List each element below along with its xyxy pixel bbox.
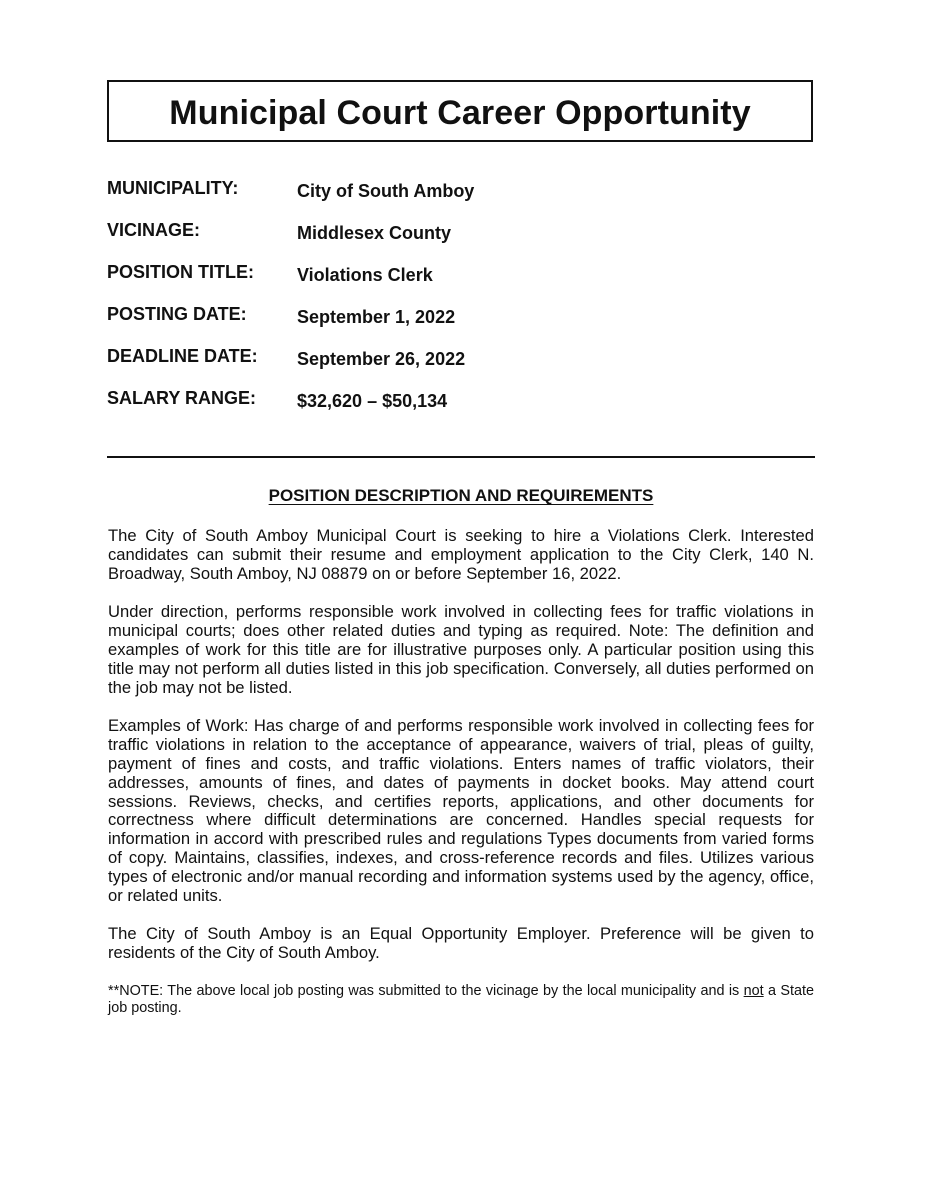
field-municipality [107, 178, 813, 220]
field-posting-date [107, 304, 813, 346]
footnote-emphasis: not [743, 982, 764, 999]
field-value: $32,620 – $50,134 [297, 391, 448, 411]
field-label: DEADLINE DATE: [107, 346, 258, 366]
paragraph-direction: Under direction, performs responsible work involved in collecting fees for traffic violations in municipal courts; does other related duties and typing as required. Note: The definition and examples of work for this title are for illustrative purposes only. A particular position using this title may not perform all duties listed in this job specification. Conversely, all duties performed on the job may not be listed. [108, 602, 814, 697]
field-label: POSTING DATE: [107, 304, 247, 324]
field-label: MUNICIPALITY: [107, 178, 239, 198]
field-value: Violations Clerk [297, 265, 433, 285]
field-label: VICINAGE: [107, 220, 201, 240]
paragraph-examples-of-work: Examples of Work: Has charge of and performs responsible work involved in collecting fees for traffic violations in relation to the acceptance of appearance, waivers of trial, pleas of guilty, payment of fines and costs, and traffic violations. Enters names of traffic violators, their addresses, amounts of fines, and dates of payments in docket books. May attend court sessions. Reviews, checks, and certifies reports, applications, and other documents for correctness where difficult determinations are concerned. Handles special requests for information in accord with prescribed rules and regulations Types documents from varied forms of copy. Maintains, classifies, indexes, and cross-reference records and files. Utilizes various types of electronic and/or manual recording and information systems used by the agency, office, or related units. [108, 716, 814, 905]
description-body [108, 527, 814, 1037]
page-title: Municipal Court Career Opportunity [169, 93, 751, 132]
field-vicinage [107, 220, 813, 262]
field-label: POSITION TITLE: [107, 262, 254, 282]
section-heading: POSITION DESCRIPTION AND REQUIREMENTS [268, 486, 654, 505]
horizontal-divider [107, 456, 815, 458]
field-label: SALARY RANGE: [107, 388, 257, 408]
title-box [107, 80, 813, 142]
paragraph-intro: The City of South Amboy Municipal Court is seeking to hire a Violations Clerk. Interested candidates can submit their resume and employment application to the City Clerk, 140 N. Broadway, South Amboy, NJ 08879 on or before September 16, 2022. [108, 526, 814, 583]
field-position-title [107, 262, 813, 304]
field-value: September 26, 2022 [297, 349, 466, 369]
footnote-suffix: a State job posting. [108, 982, 814, 1016]
field-value: City of South Amboy [297, 181, 475, 201]
field-value: Middlesex County [297, 223, 452, 243]
footnote [108, 983, 814, 1017]
field-value: September 1, 2022 [297, 307, 456, 327]
paragraph-equal-opportunity: The City of South Amboy is an Equal Opportunity Employer. Preference will be given to residents of the City of South Amboy. [108, 924, 814, 963]
field-salary-range [107, 388, 813, 430]
posting-details [107, 178, 813, 430]
field-deadline-date [107, 346, 813, 388]
footnote-prefix: **NOTE: The above local job posting was submitted to the vicinage by the local municipality and is [108, 982, 744, 999]
